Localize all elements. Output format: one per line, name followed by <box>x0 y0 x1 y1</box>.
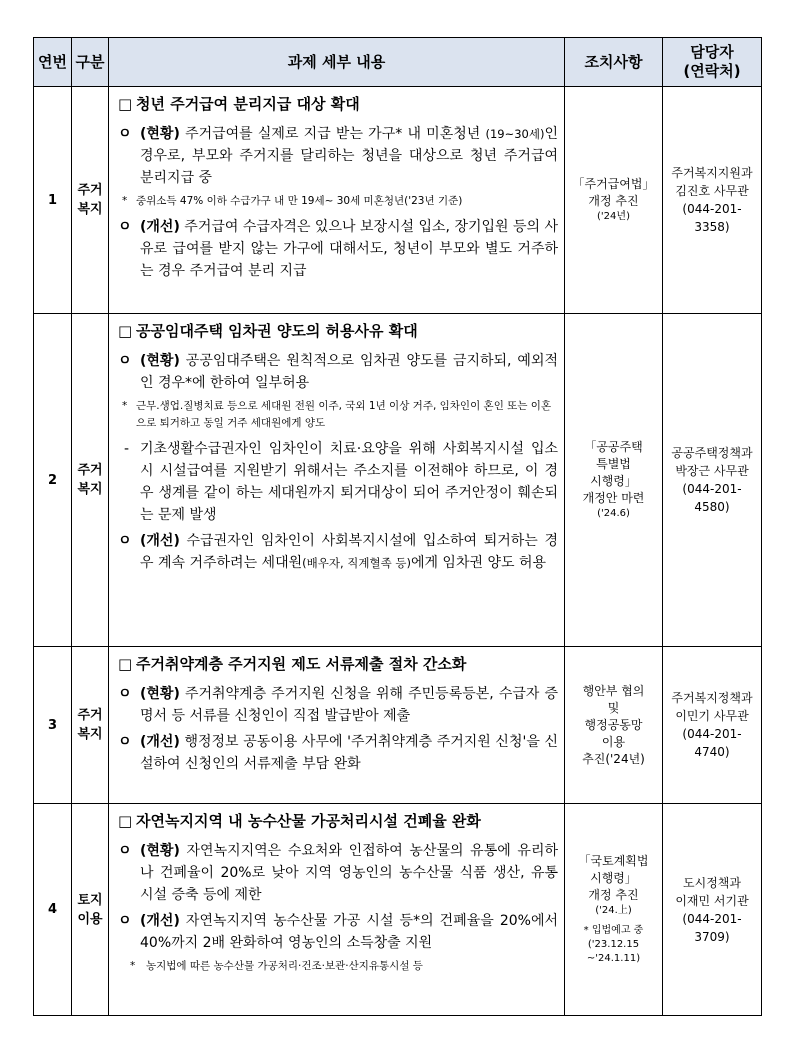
row-contact: 도시정책과 이재민 서기관 (044-201-3709) <box>663 804 762 1016</box>
improvement-item: ㅇ (개선) 자연녹지지역 농수산물 가공 시설 등*의 건폐율을 20%에서 40%까지 2배 완화하여 영농인의 소득창출 지원 <box>118 910 558 954</box>
table-row <box>34 87 762 314</box>
row-contact: 공공주택정책과 박장근 사무관 (044-201-4580) <box>663 314 762 647</box>
task-title: □ 자연녹지지역 내 농수산물 가공처리시설 건폐율 완화 <box>118 812 481 830</box>
improvement-item: ㅇ (개선) 주거급여 수급자격은 있으나 보장시설 입소, 장기입원 등의 사유로 급여를 받지 않는 가구에 대해서도, 청년이 부모와 별도 거주하는 경우 주거급여 분리 지급 <box>118 216 558 282</box>
circle-bullet-icon: ㅇ <box>118 533 132 549</box>
circle-bullet-icon: ㅇ <box>118 913 132 929</box>
checkbox-square-icon: □ <box>118 322 133 340</box>
status-item: ㅇ (현황) 주거취약계층 주거지원 신청을 위해 주민등록등본, 수급자 증명서 등 서류를 신청인이 직접 발급받아 제출 <box>118 683 558 727</box>
header-contact: 담당자 (연락처) <box>663 38 762 87</box>
row-action: 행안부 협의 및 행정공동망 이용 추진('24년) <box>565 647 663 804</box>
task-title: □ 청년 주거급여 분리지급 대상 확대 <box>118 95 360 113</box>
circle-bullet-icon: ㅇ <box>118 126 132 142</box>
header-no: 연번 <box>34 38 72 87</box>
row-category: 토지 이용 <box>72 804 109 1016</box>
row-details <box>109 804 565 1016</box>
circle-bullet-icon: ㅇ <box>118 843 132 859</box>
row-category: 주거 복지 <box>72 314 109 647</box>
row-action: 「공공주택 특별법 시행령」 개정안 마련 ('24.6) <box>565 314 663 647</box>
row-details <box>109 87 565 314</box>
circle-bullet-icon: ㅇ <box>118 734 132 750</box>
task-title: □ 주거취약계층 주거지원 제도 서류제출 절차 간소화 <box>118 655 467 673</box>
footnote: * 근무.생업.질병치료 등으로 세대원 전원 이주, 국외 1년 이상 거주, 임차인이 혼인 또는 이혼으로 퇴거하고 동일 거주 세대원에게 양도 <box>122 400 552 429</box>
circle-bullet-icon: ㅇ <box>118 219 132 235</box>
improvement-item: ㅇ (개선) 행정정보 공동이용 사무에 '주거취약계층 주거지원 신청'을 신설하여 신청인의 서류제출 부담 완화 <box>118 731 558 775</box>
row-action: 「국토계획법 시행령」 개정 추진 ('24.上) * 입법예고 중 ('23.12.15 ~'24.1.11) <box>565 804 663 1016</box>
task-table <box>33 37 762 1016</box>
row-number: 3 <box>34 647 72 804</box>
circle-bullet-icon: ㅇ <box>118 353 132 369</box>
row-number: 1 <box>34 87 72 314</box>
footnote: * 농지법에 따른 농수산물 가공처리·건조·보관·산지유통시설 등 <box>130 960 423 972</box>
header-row <box>34 38 762 87</box>
row-category: 주거 복지 <box>72 87 109 314</box>
task-title: □ 공공임대주택 임차권 양도의 허용사유 확대 <box>118 322 418 340</box>
status-item: ㅇ (현황) 공공임대주택은 원칙적으로 임차권 양도를 금지하되, 예외적인 경우*에 한하여 일부허용 <box>118 350 558 394</box>
circle-bullet-icon: ㅇ <box>118 686 132 702</box>
row-action: 「주거급여법」 개정 추진 ('24년) <box>565 87 663 314</box>
footnote: * 중위소득 47% 이하 수급가구 내 만 19세~ 30세 미혼청년('23년 기준) <box>122 195 463 207</box>
checkbox-square-icon: □ <box>118 812 133 830</box>
row-category: 주거 복지 <box>72 647 109 804</box>
table-row <box>34 314 762 647</box>
row-details <box>109 314 565 647</box>
status-item: ㅇ (현황) 주거급여를 실제로 지급 받는 가구* 내 미혼청년 (19~30세)인 경우로, 부모와 주거지를 달리하는 청년을 대상으로 청년 주거급여 분리지급 중 <box>118 123 558 189</box>
checkbox-square-icon: □ <box>118 655 133 673</box>
improvement-item: ㅇ (개선) 수급권자인 임차인이 사회복지시설에 입소하여 퇴거하는 경우 계속 거주하려는 세대원(배우자, 직계혈족 등)에게 임차권 양도 허용 <box>118 530 558 574</box>
row-number: 4 <box>34 804 72 1016</box>
row-contact: 주거복지지원과 김진호 사무관 (044-201-3358) <box>663 87 762 314</box>
row-number: 2 <box>34 314 72 647</box>
dash-item: - 기초생활수급권자인 임차인이 치료·요양을 위해 사회복지시설 입소 시 시설급여를 지원받기 위해서는 주소지를 이전해야 하므로, 이 경우 생계를 같이 하는 세대원까지 퇴거대상이 되어 주거안정이 훼손되는 문제 발생 <box>124 441 558 523</box>
table-row <box>34 647 762 804</box>
header-action: 조치사항 <box>565 38 663 87</box>
header-category: 구분 <box>72 38 109 87</box>
table-row <box>34 804 762 1016</box>
row-details <box>109 647 565 804</box>
row-contact: 주거복지정책과 이민기 사무관 (044-201-4740) <box>663 647 762 804</box>
checkbox-square-icon: □ <box>118 95 133 113</box>
header-details: 과제 세부 내용 <box>109 38 565 87</box>
status-item: ㅇ (현황) 자연녹지지역은 수요처와 인접하여 농산물의 유통에 유리하나 건폐율이 20%로 낮아 지역 영농인의 농수산물 식품 생산, 유통 시설 증축 등에 제한 <box>118 840 558 906</box>
